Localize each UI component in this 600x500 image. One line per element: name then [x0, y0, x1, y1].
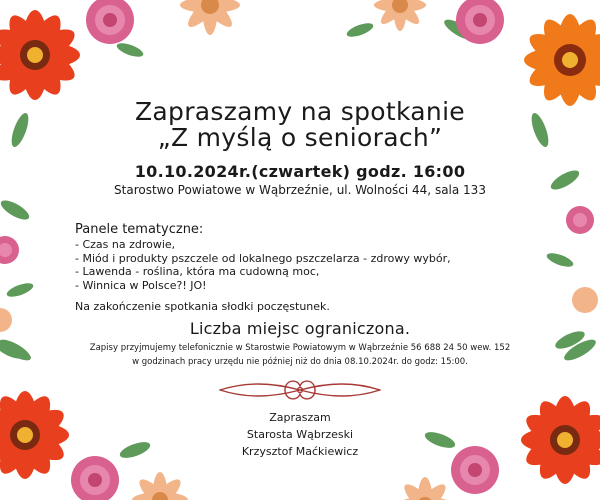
panel-item: - Lawenda - roślina, która ma cudowną moc, — [75, 265, 320, 278]
event-date: 10.10.2024r.(czwartek) godz. 16:00 — [134, 162, 466, 181]
panels-heading: Panele tematyczne: — [75, 222, 204, 237]
signature-block — [0, 409, 600, 460]
panels-list — [75, 238, 495, 292]
signup-line-2: w godzinach pracy urzędu nie później niż do dnia 08.10.2024r. do godz: 15:00. — [132, 357, 468, 367]
ornament-divider — [215, 372, 385, 408]
panel-item: - Miód i produkty pszczele od lokalnego pszczelarza - zdrowy wybór, — [75, 251, 451, 265]
title-line-2: „Z myślą o seniorach” — [157, 123, 443, 152]
seats-limited: Liczba miejsc ograniczona. — [189, 319, 411, 338]
event-place: Starostwo Powiatowe w Wąbrzeźnie, ul. Wolności 44, sala 133 — [114, 183, 486, 197]
signature-line-2: Starosta Wąbrzeski — [246, 428, 354, 441]
ending-note: Na zakończenie spotkania słodki poczęstunek. — [75, 300, 330, 313]
signature-line-3: Krzysztof Maćkiewicz — [241, 445, 359, 458]
signup-line-1: Zapisy przyjmujemy telefonicznie w Starostwie Powiatowym w Wąbrzeźnie 56 688 24 50 wew. 152 — [89, 343, 511, 353]
panel-item: - Winnica w Polsce?! JO! — [75, 278, 207, 292]
signup-info — [0, 341, 600, 369]
panels-section — [75, 222, 495, 292]
signature-line-1: Zapraszam — [269, 411, 331, 424]
panel-item: - Czas na zdrowie, — [75, 238, 176, 251]
title-line-1: Zapraszamy na spotkanie — [134, 97, 465, 126]
